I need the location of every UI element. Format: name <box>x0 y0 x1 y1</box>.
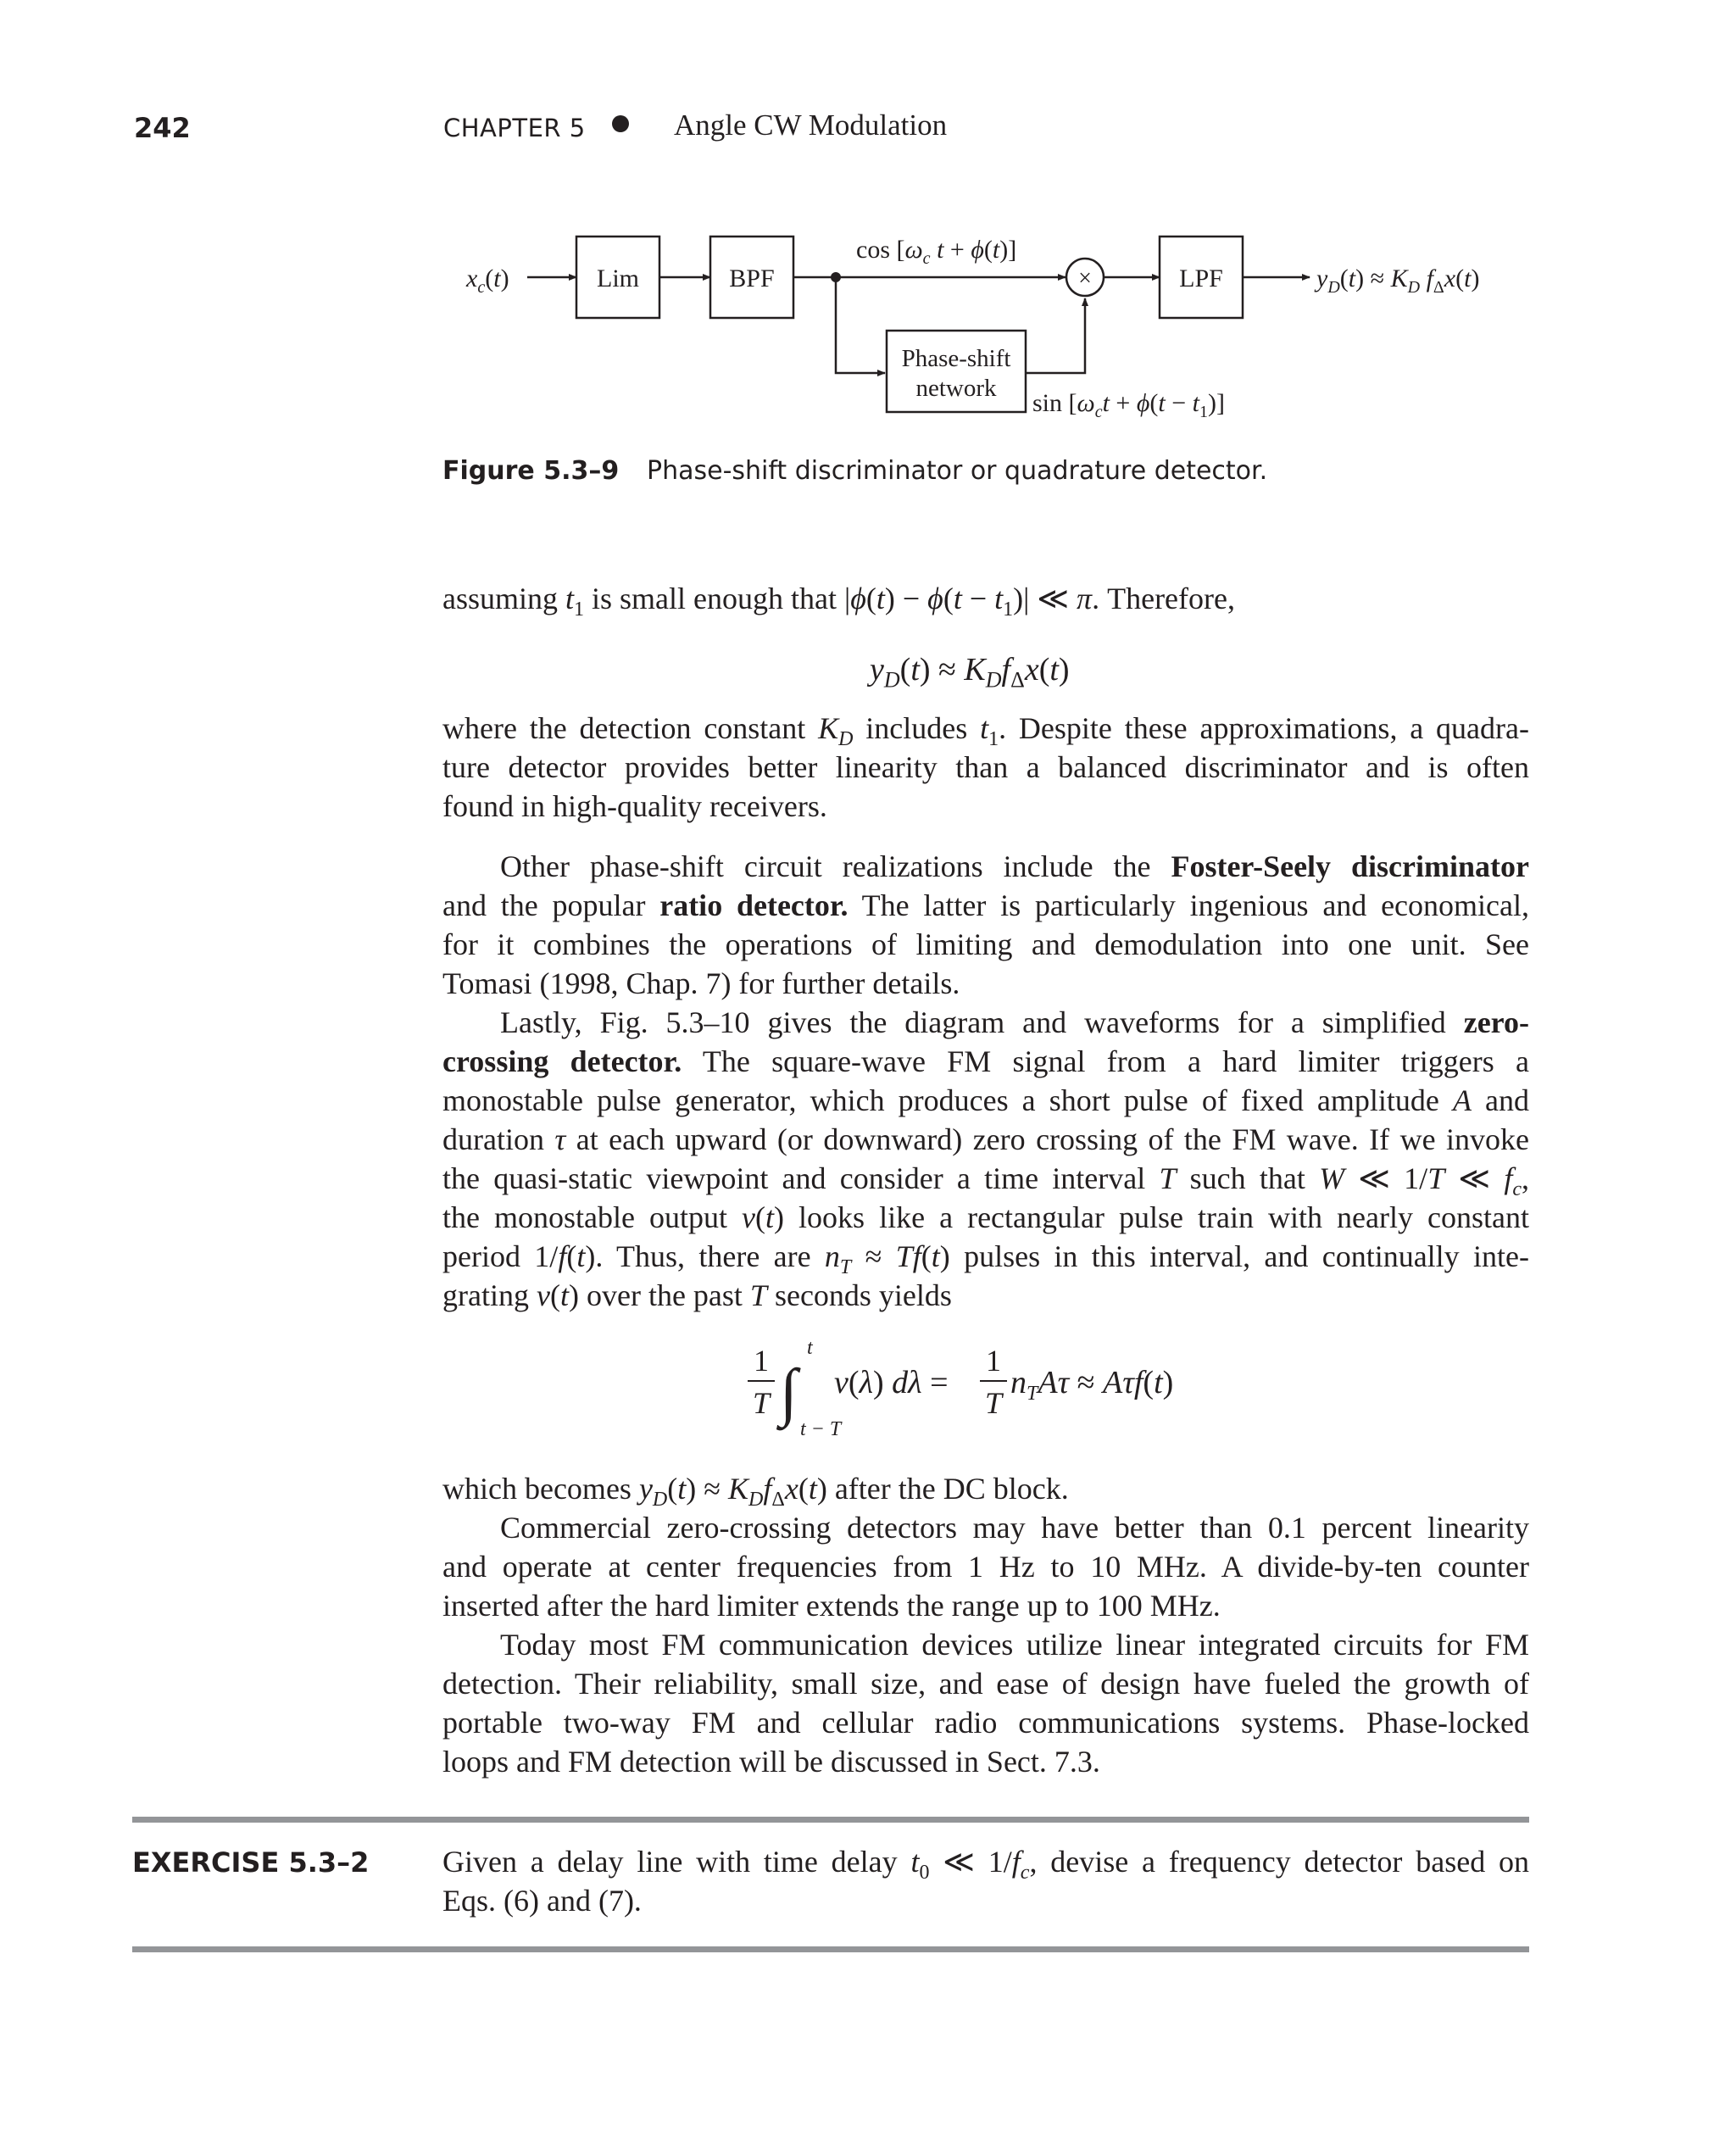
page-number: 242 <box>134 112 191 144</box>
exercise-text-line: Eqs. (6) and (7). <box>442 1884 642 1918</box>
signal-line <box>836 277 885 373</box>
text-line: ture detector provides better linearity than a balanced discriminator and is often <box>442 750 1529 784</box>
lpf-label: LPF <box>1179 264 1223 292</box>
exercise-top-rule <box>132 1817 1529 1823</box>
text-line: inserted after the hard limiter extends the range up to 100 MHz. <box>442 1589 1221 1623</box>
exercise-bottom-rule <box>132 1946 1529 1952</box>
block-diagram <box>0 0 1736 475</box>
input-signal-label: $x_c(t)$ <box>466 264 509 297</box>
text-line: the quasi-static viewpoint and consider a time interval T such that W ≪ 1/T ≪ $f_c$, <box>442 1161 1529 1201</box>
text-line: grating v(t) over the past T seconds yields <box>442 1278 952 1312</box>
svg-text:T: T <box>752 1386 771 1420</box>
svg-text:v(λ) dλ =: v(λ) dλ = <box>834 1365 949 1400</box>
multiplier-symbol: × <box>1078 265 1092 292</box>
phase-shift-label: network <box>915 375 997 402</box>
limiter-label: Lim <box>597 264 639 292</box>
text-line: Lastly, Fig. 5.3–10 gives the diagram and waveforms for a simplified zero- <box>500 1005 1529 1039</box>
text-line: Commercial zero-crossing detectors may have better than 0.1 percent linearity <box>500 1511 1529 1545</box>
chapter-title: Angle CW Modulation <box>674 109 948 142</box>
text-line: duration τ at each upward (or downward) zero crossing of the FM wave. If we invoke <box>442 1122 1529 1156</box>
text-line: loops and FM detection will be discussed in Sect. 7.3. <box>442 1745 1100 1779</box>
equation: $y_D(t) \approx K_Df_\Delta x(t)$ <box>870 652 1070 693</box>
text-line: Tomasi (1998, Chap. 7) for further details. <box>442 966 960 1000</box>
sin-signal-label: $\sin [\omega_ct + \phi(t - t_1)]$ <box>1032 389 1225 421</box>
text-line: portable two-way FM and cellular radio communications systems. Phase-locked <box>442 1706 1529 1740</box>
svg-text:t: t <box>807 1337 813 1359</box>
text-line: and operate at center frequencies from 1 Hz to 10 MHz. A divide-by-ten counter <box>442 1550 1529 1584</box>
svg-text:nTAτ ≈ Aτf(t): $n_TA\tau \approx A\tau f(t)$ <box>1010 1365 1174 1405</box>
text-line: for it combines the operations of limiting and demodulation into one unit. See <box>442 927 1529 961</box>
svg-text:1: 1 <box>986 1344 1001 1378</box>
text-line: which becomes $y_D(t) \approx K_Df_\Delta x(t)$ after the DC block. <box>442 1472 1069 1512</box>
text-line: assuming $t_1$ is small enough that $|\phi(t) - \phi(t - t_1)|$ ≪ π. Therefore, <box>442 582 1235 621</box>
text-line: monostable pulse generator, which produces a short pulse of fixed amplitude A and <box>442 1083 1529 1117</box>
figure-caption: Phase-shift discriminator or quadrature detector. <box>647 456 1268 486</box>
text-line: period 1/f(t). Thus, there are $n_T \approx Tf(t)$ pulses in this interval, and continually inte- <box>442 1239 1529 1279</box>
junction-dot <box>831 272 841 282</box>
exercise-label: EXERCISE 5.3–2 <box>132 1846 370 1879</box>
text-line: Today most FM communication devices utilize linear integrated circuits for FM <box>500 1628 1529 1662</box>
svg-text:∫: ∫ <box>780 1356 798 1428</box>
chapter-label: CHAPTER 5 <box>443 114 586 142</box>
output-signal-label: $y_D(t) \approx K_D$ $f_\Delta x(t)$ <box>1316 264 1480 297</box>
text-line: Other phase-shift circuit realizations include the Foster-Seely discriminator <box>500 849 1529 883</box>
phase-shift-label: Phase-shift <box>901 345 1011 372</box>
svg-text:t − T: t − T <box>800 1418 842 1440</box>
exercise-text-line: Given a delay line with time delay $t_0$ ≪ $1/f_c$, devise a frequency detector based on <box>442 1845 1529 1885</box>
cos-signal-label: $\cos [\omega_c$ t + ϕ(t)] <box>856 236 1017 268</box>
text-line: detection. Their reliability, small size, and ease of design have fueled the growth of <box>442 1667 1529 1701</box>
text-line: where the detection constant $K_D$ includes $t_1$. Despite these approximations, a quadra- <box>442 711 1529 751</box>
svg-text:1: 1 <box>754 1344 769 1378</box>
integral-equation <box>746 1335 1238 1445</box>
text-line: the monostable output v(t) looks like a rectangular pulse train with nearly constant <box>442 1200 1529 1234</box>
text-line: crossing detector. The square-wave FM signal from a hard limiter triggers a <box>442 1044 1529 1078</box>
signal-line <box>1026 298 1085 373</box>
figure-label: Figure 5.3–9 <box>442 456 620 486</box>
svg-text:T: T <box>984 1386 1003 1420</box>
text-line: found in high-quality receivers. <box>442 789 827 823</box>
bpf-label: BPF <box>729 264 775 292</box>
text-line: and the popular ratio detector. The latter is particularly ingenious and economical, <box>442 888 1529 922</box>
